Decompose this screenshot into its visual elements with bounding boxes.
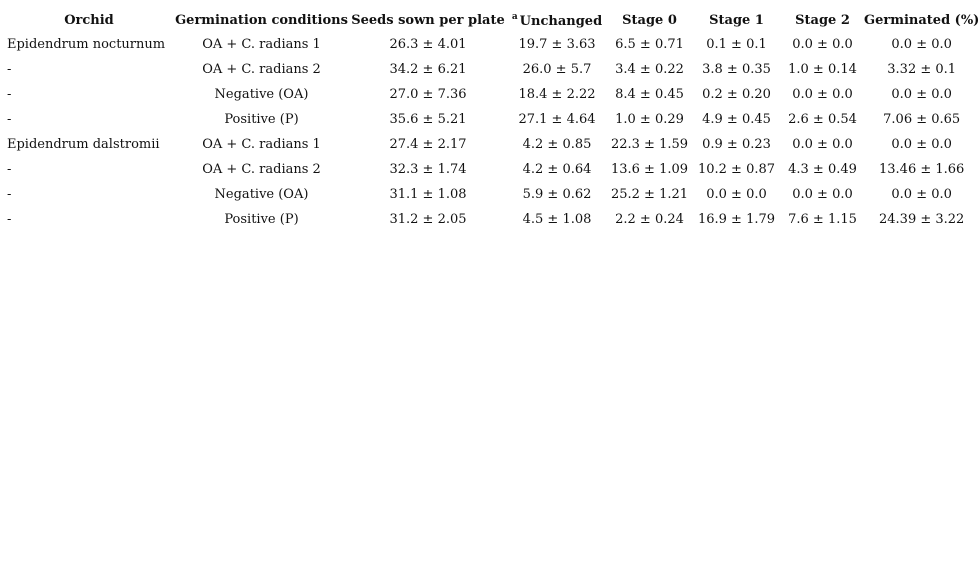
cell-stage-0: 25.2 ± 1.21	[610, 187, 689, 202]
cell-unchanged: 19.7 ± 3.63	[518, 37, 596, 52]
cell-unchanged: 4.2 ± 0.85	[522, 137, 592, 152]
cell-unchanged: 18.4 ± 2.22	[518, 87, 596, 102]
cell-unchanged: 4.2 ± 0.64	[522, 162, 592, 177]
cell-stage-2: 0.0 ± 0.0	[792, 187, 853, 202]
cell-orchid: -	[7, 162, 12, 177]
cell-conditions: OA + C. radians 2	[202, 162, 321, 177]
cell-conditions: Positive (P)	[224, 212, 299, 227]
germination-table	[4, 8, 979, 232]
cell-orchid: -	[7, 62, 12, 77]
cell-stage-2: 1.0 ± 0.14	[788, 62, 857, 77]
cell-seeds: 26.3 ± 4.01	[389, 37, 467, 52]
cell-seeds: 27.4 ± 2.17	[389, 137, 467, 152]
header-orchid: Orchid	[64, 12, 114, 28]
cell-orchid: -	[7, 187, 12, 202]
footnote-marker: a	[511, 11, 518, 22]
cell-stage-1: 0.9 ± 0.23	[702, 137, 771, 152]
table-row	[4, 132, 979, 157]
cell-seeds: 35.6 ± 5.21	[389, 112, 467, 127]
cell-stage-1: 0.2 ± 0.20	[702, 87, 771, 102]
header-stage-1: Stage 1	[709, 12, 764, 28]
cell-conditions: Positive (P)	[224, 112, 299, 127]
cell-conditions: Negative (OA)	[214, 87, 309, 102]
cell-seeds: 32.3 ± 1.74	[389, 162, 467, 177]
table-header	[4, 8, 979, 32]
cell-stage-2: 0.0 ± 0.0	[792, 137, 853, 152]
header-seeds-sown: Seeds sown per plate	[351, 12, 505, 28]
cell-germinated: 0.0 ± 0.0	[891, 137, 952, 152]
cell-orchid: Epidendrum nocturnum	[7, 37, 166, 52]
header-stage-2: Stage 2	[795, 12, 850, 28]
cell-seeds: 34.2 ± 6.21	[389, 62, 467, 77]
cell-unchanged: 26.0 ± 5.7	[522, 62, 592, 77]
cell-orchid: Epidendrum dalstromii	[7, 137, 160, 152]
cell-conditions: OA + C. radians 2	[202, 62, 321, 77]
cell-stage-0: 6.5 ± 0.71	[615, 37, 684, 52]
header-germinated: Germinated (%)	[864, 12, 980, 28]
table-row	[4, 57, 979, 82]
cell-stage-1: 4.9 ± 0.45	[702, 112, 771, 127]
cell-orchid: -	[7, 212, 12, 227]
table-row	[4, 207, 979, 232]
header-germination-conditions: Germination conditions	[175, 12, 348, 28]
table-row	[4, 107, 979, 132]
cell-germinated: 0.0 ± 0.0	[891, 187, 952, 202]
cell-seeds: 27.0 ± 7.36	[389, 87, 467, 102]
header-row	[4, 8, 979, 32]
table-row	[4, 82, 979, 107]
cell-germinated: 0.0 ± 0.0	[891, 87, 952, 102]
table-row	[4, 182, 979, 207]
cell-germinated: 13.46 ± 1.66	[879, 162, 965, 177]
cell-conditions: OA + C. radians 1	[202, 137, 321, 152]
cell-stage-0: 2.2 ± 0.24	[615, 212, 684, 227]
cell-germinated: 7.06 ± 0.65	[883, 112, 961, 127]
cell-stage-1: 0.0 ± 0.0	[706, 187, 767, 202]
cell-stage-1: 3.8 ± 0.35	[702, 62, 771, 77]
cell-unchanged: 5.9 ± 0.62	[522, 187, 592, 202]
table-row	[4, 32, 979, 57]
cell-stage-1: 16.9 ± 1.79	[697, 212, 776, 227]
cell-unchanged: 4.5 ± 1.08	[522, 212, 592, 227]
cell-unchanged: 27.1 ± 4.64	[518, 112, 596, 127]
cell-seeds: 31.2 ± 2.05	[389, 212, 467, 227]
cell-conditions: Negative (OA)	[214, 187, 309, 202]
cell-stage-2: 0.0 ± 0.0	[792, 87, 853, 102]
cell-stage-2: 2.6 ± 0.54	[788, 112, 857, 127]
header-unchanged-label: Unchanged	[519, 13, 603, 29]
cell-seeds: 31.1 ± 1.08	[389, 187, 467, 202]
header-stage-0: Stage 0	[622, 12, 677, 28]
cell-stage-2: 0.0 ± 0.0	[792, 37, 853, 52]
cell-germinated: 3.32 ± 0.1	[887, 62, 957, 77]
cell-stage-0: 13.6 ± 1.09	[610, 162, 689, 177]
cell-stage-2: 7.6 ± 1.15	[788, 212, 857, 227]
table-row	[4, 157, 979, 182]
cell-stage-0: 22.3 ± 1.59	[610, 137, 689, 152]
cell-stage-1: 10.2 ± 0.87	[697, 162, 776, 177]
cell-orchid: -	[7, 87, 12, 102]
header-unchanged	[507, 8, 607, 32]
cell-germinated: 24.39 ± 3.22	[879, 212, 965, 227]
table-body	[4, 32, 979, 232]
cell-stage-0: 3.4 ± 0.22	[615, 62, 684, 77]
cell-stage-1: 0.1 ± 0.1	[706, 37, 767, 52]
cell-conditions: OA + C. radians 1	[202, 37, 321, 52]
cell-stage-0: 1.0 ± 0.29	[615, 112, 684, 127]
cell-germinated: 0.0 ± 0.0	[891, 37, 952, 52]
cell-stage-2: 4.3 ± 0.49	[788, 162, 857, 177]
cell-orchid: -	[7, 112, 12, 127]
cell-stage-0: 8.4 ± 0.45	[615, 87, 684, 102]
